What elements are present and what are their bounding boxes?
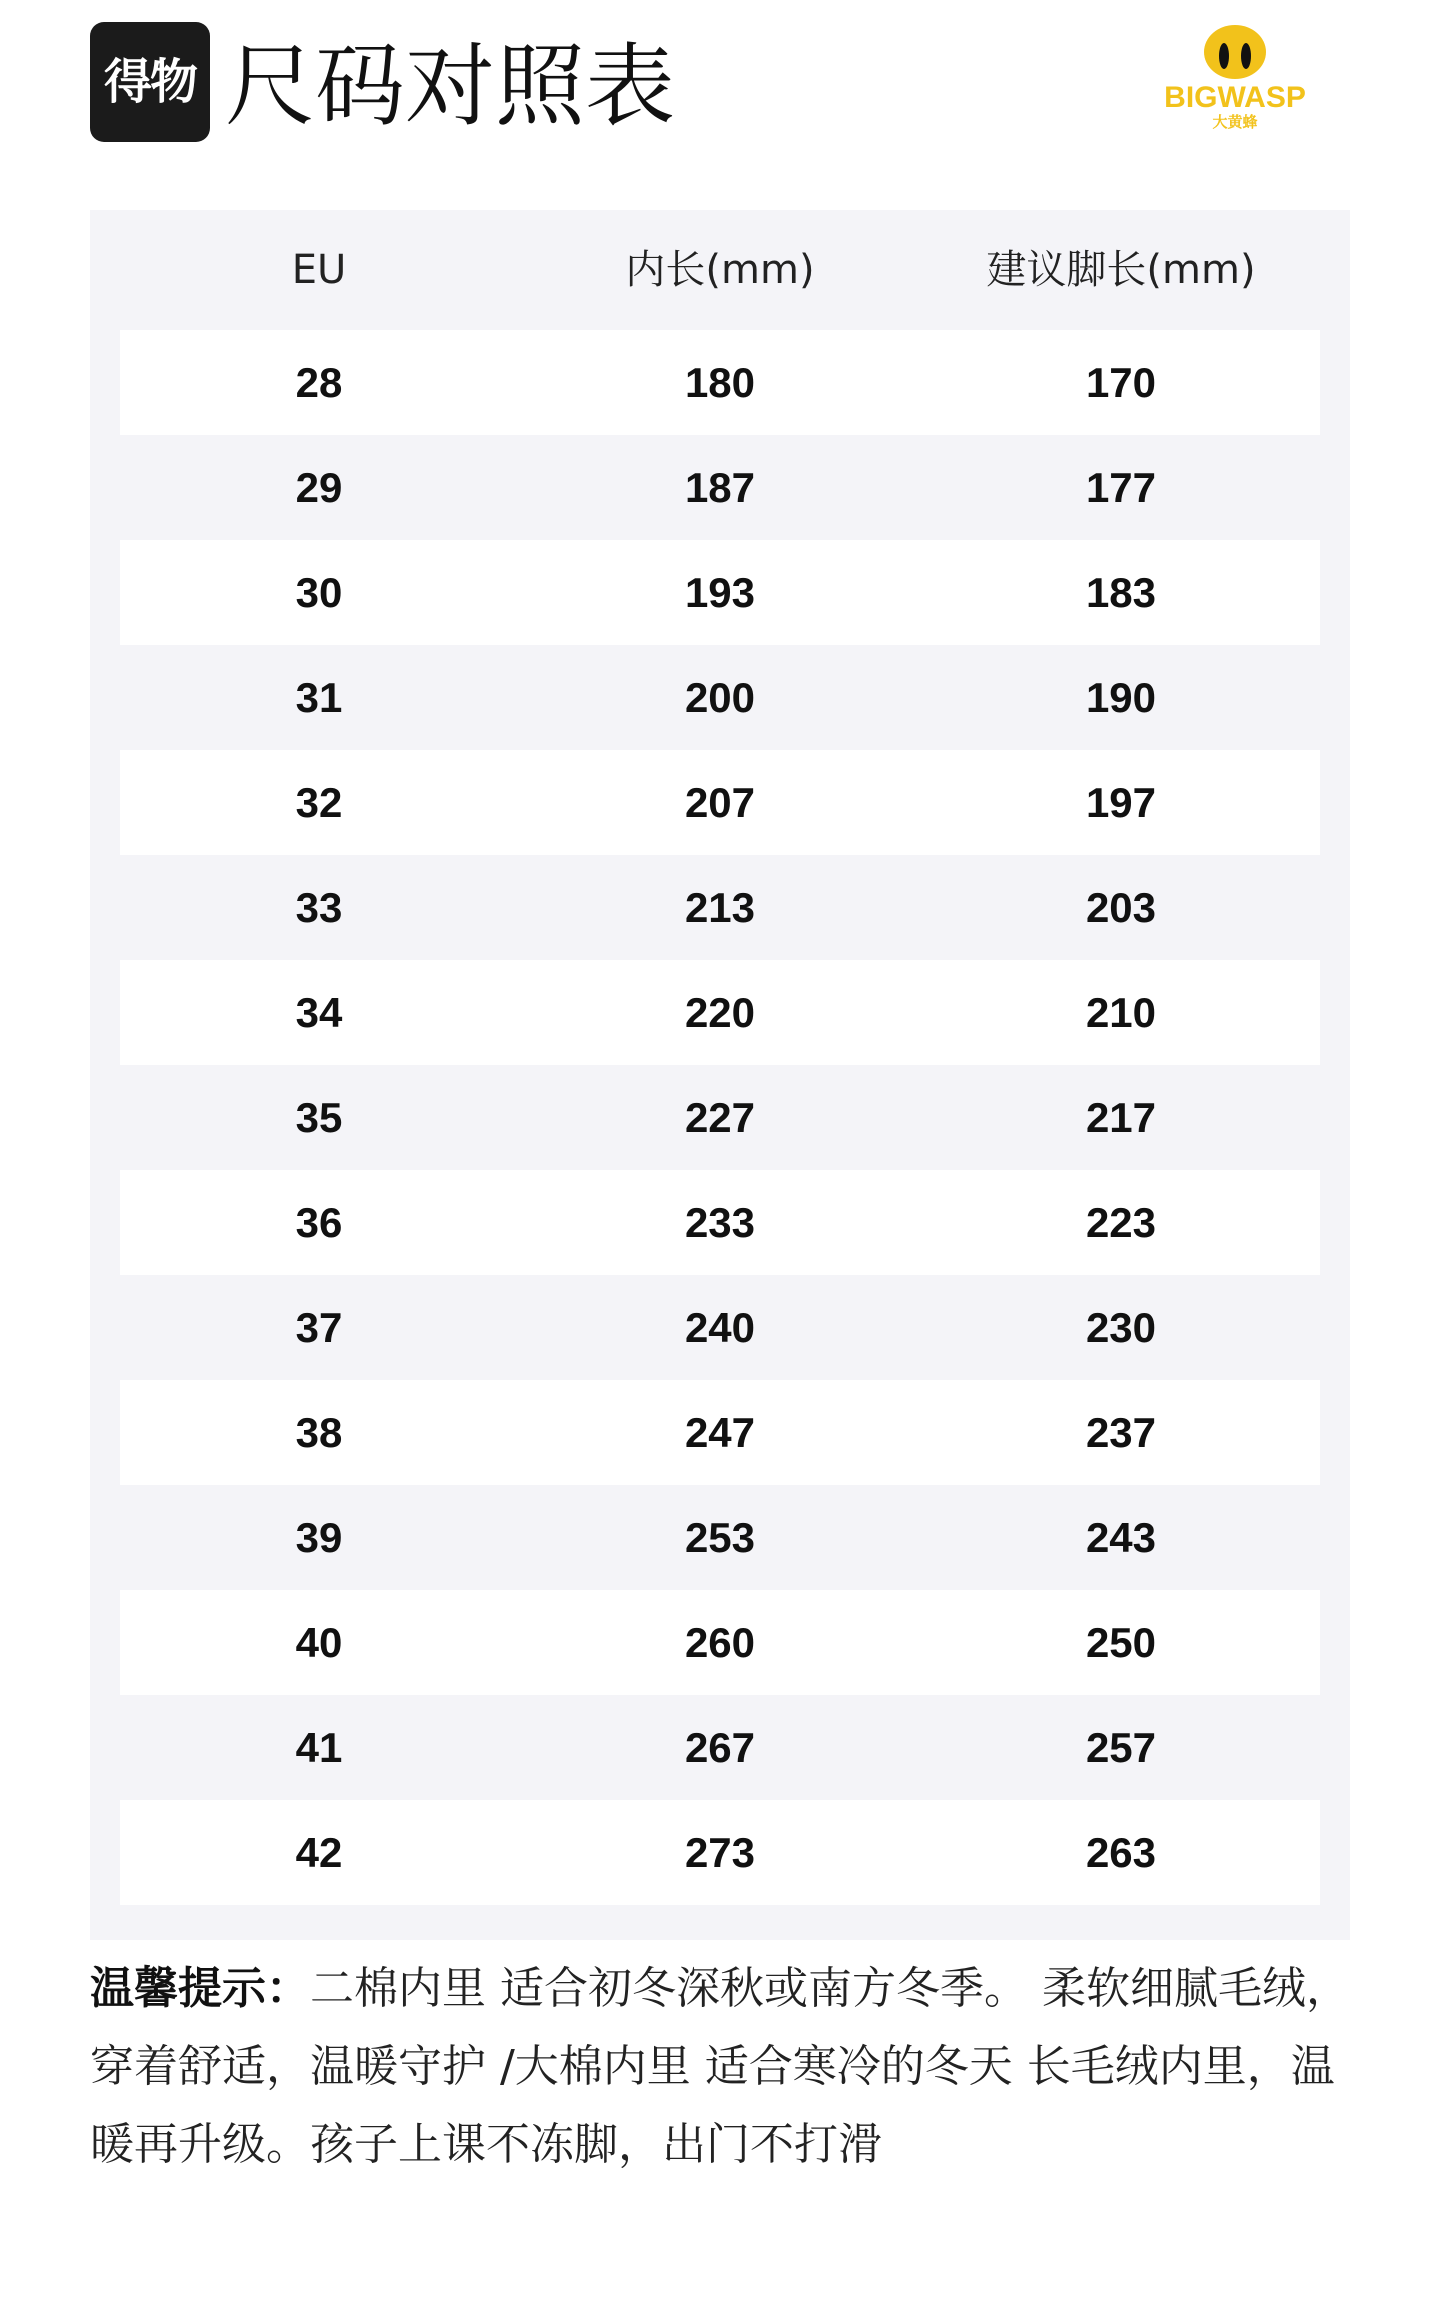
- cell-eu: 36: [295, 1199, 343, 1246]
- cell-inner-length: 233: [684, 1199, 756, 1246]
- cell-eu: 30: [295, 569, 343, 616]
- header-foot-length: 建议脚长(mm): [986, 247, 1256, 293]
- cell-eu: 35: [295, 1094, 343, 1141]
- cell-eu: 40: [295, 1619, 343, 1666]
- cell-inner-length: 187: [684, 464, 756, 511]
- cell-inner-length: 213: [684, 884, 756, 931]
- tip-text: 二棉内里 适合初冬深秋或南方冬季。 柔软细腻毛绒，穿着舒适，温暖守护 /大棉内里 适合寒冷的冬天 长毛绒内里，温暖再升级。孩子上课不冻脚，出门不打滑: [90, 1963, 1350, 2170]
- table-row: [120, 1380, 1320, 1485]
- cell-eu: 29: [295, 464, 343, 511]
- wasp-head-icon: [1202, 22, 1268, 80]
- header-inner-length: 内长(mm): [625, 247, 815, 293]
- table-row: [120, 645, 1320, 750]
- cell-foot-length: 243: [1085, 1514, 1157, 1561]
- dewu-logo: 得物: [90, 22, 210, 142]
- cell-inner-length: 240: [684, 1304, 756, 1351]
- cell-inner-length: 253: [684, 1514, 756, 1561]
- tip-label: 温馨提示：: [90, 1963, 310, 2014]
- brand-name: BIGWASP: [1164, 81, 1306, 114]
- cell-inner-length: 227: [684, 1094, 756, 1141]
- cell-inner-length: 267: [684, 1724, 756, 1771]
- table-row: [120, 960, 1320, 1065]
- cell-eu: 31: [295, 674, 343, 721]
- size-chart-table: [90, 210, 1350, 1940]
- cell-foot-length: 183: [1085, 569, 1157, 616]
- cell-foot-length: 237: [1085, 1409, 1157, 1456]
- table-row: [120, 1695, 1320, 1800]
- table-row: [120, 1275, 1320, 1380]
- table-row: [120, 1590, 1320, 1695]
- cell-eu: 34: [295, 989, 343, 1036]
- cell-eu: 28: [295, 359, 343, 406]
- cell-eu: 33: [295, 884, 343, 931]
- cell-foot-length: 223: [1085, 1199, 1157, 1246]
- cell-foot-length: 197: [1085, 779, 1157, 826]
- tip-paragraph: [90, 1950, 1350, 2184]
- cell-foot-length: 217: [1085, 1094, 1157, 1141]
- table-header-row: [90, 210, 1350, 330]
- table-row: [120, 855, 1320, 960]
- cell-foot-length: 210: [1085, 989, 1157, 1036]
- cell-inner-length: 247: [684, 1409, 756, 1456]
- table-row: [120, 1065, 1320, 1170]
- cell-foot-length: 263: [1085, 1829, 1157, 1876]
- table-row: [120, 1485, 1320, 1590]
- cell-inner-length: 220: [684, 989, 756, 1036]
- table-row: [120, 330, 1320, 435]
- cell-foot-length: 190: [1085, 674, 1157, 721]
- cell-eu: 41: [295, 1724, 343, 1771]
- cell-eu: 32: [295, 779, 343, 826]
- header-eu: EU: [291, 247, 347, 293]
- cell-eu: 37: [295, 1304, 343, 1351]
- cell-foot-length: 177: [1085, 464, 1157, 511]
- cell-eu: 42: [295, 1829, 343, 1876]
- page-title: 尺码对照表: [225, 34, 675, 139]
- cell-foot-length: 257: [1085, 1724, 1157, 1771]
- table-body: [120, 330, 1320, 1905]
- cell-inner-length: 180: [684, 359, 756, 406]
- cell-inner-length: 193: [684, 569, 756, 616]
- cell-inner-length: 260: [684, 1619, 756, 1666]
- table-row: [120, 1800, 1320, 1905]
- table-row: [120, 435, 1320, 540]
- cell-foot-length: 230: [1085, 1304, 1157, 1351]
- cell-inner-length: 200: [684, 674, 756, 721]
- cell-eu: 39: [295, 1514, 343, 1561]
- cell-foot-length: 170: [1085, 359, 1157, 406]
- table-row: [120, 750, 1320, 855]
- cell-eu: 38: [295, 1409, 343, 1456]
- table-row: [120, 540, 1320, 645]
- cell-inner-length: 207: [684, 779, 756, 826]
- cell-inner-length: 273: [684, 1829, 756, 1876]
- cell-foot-length: 203: [1085, 884, 1157, 931]
- table-row: [120, 1170, 1320, 1275]
- brand-subtitle: 大黄蜂: [1212, 113, 1258, 131]
- brand-logo: [1160, 22, 1310, 152]
- page-header: [90, 22, 1350, 172]
- cell-foot-length: 250: [1085, 1619, 1157, 1666]
